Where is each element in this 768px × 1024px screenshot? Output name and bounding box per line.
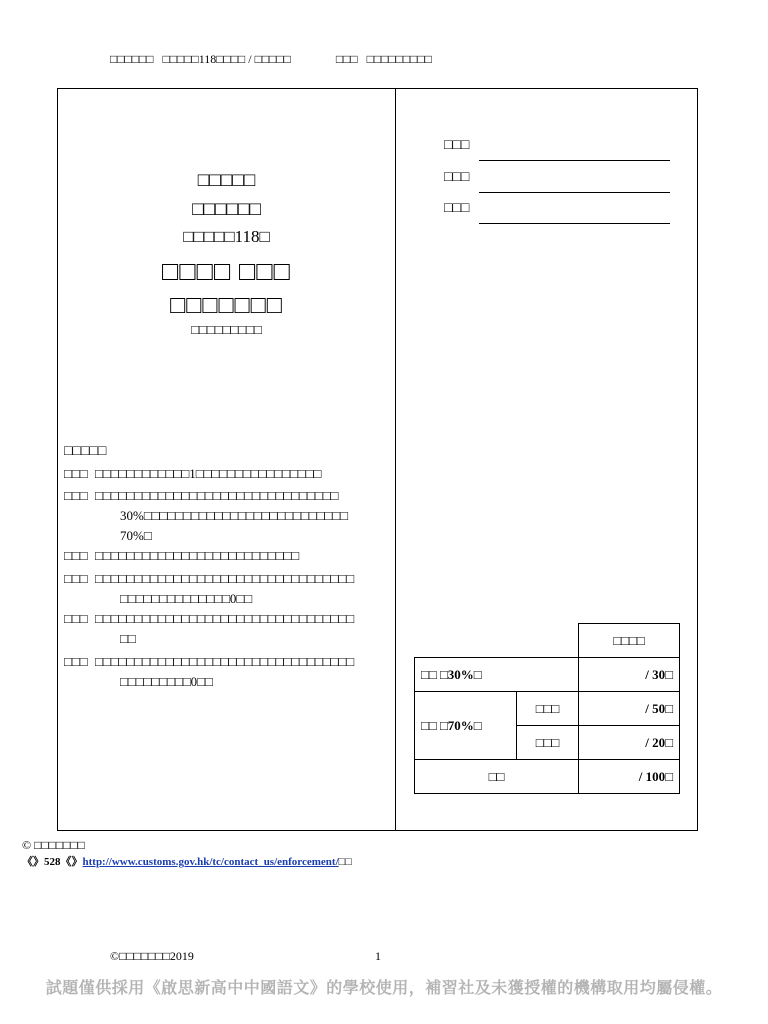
note-item-1 <box>64 464 392 484</box>
note-continuation: □□ <box>120 631 136 646</box>
law-suffix: □□ <box>338 856 352 868</box>
note-number: □□□ <box>64 488 88 503</box>
score-total-label: □□ <box>415 760 579 794</box>
note-continuation: □□□□□□□□□0□□ <box>120 674 213 689</box>
column-divider <box>395 88 396 831</box>
score-total-value: / 100□ <box>579 760 680 794</box>
enforcement-notice <box>22 853 352 869</box>
subject-title: □□□□ □□□ <box>162 256 291 286</box>
note-item-5-cont <box>64 629 392 649</box>
score-sub-b-label: □□□ <box>517 726 579 760</box>
note-text: □□□□□□□□□□□□1□□□□□□□□□□□□□□□□ <box>95 466 322 481</box>
field-label-2: □□□ <box>444 170 470 185</box>
note-number: □□□ <box>64 571 88 586</box>
note-number: □□□ <box>64 611 88 626</box>
note-item-6-cont <box>64 672 392 692</box>
note-number: □□□ <box>64 654 88 669</box>
note-text: □□□□□□□□□□□□□□□□□□□□□□□□□□□□□□□□□ <box>95 611 355 626</box>
note-item-3 <box>64 546 392 566</box>
score-row-writing-label: □□ □70%□ <box>415 692 517 760</box>
field-input-line-2[interactable] <box>479 192 670 193</box>
note-item-2-cont-2 <box>64 526 392 546</box>
score-row-reading-value: / 30□ <box>579 658 680 692</box>
note-continuation: □□□□□□□□□□□□□□0□□ <box>120 591 253 606</box>
notes-title: □□□□□ <box>64 444 107 459</box>
school-name: □□□□□ <box>197 170 256 191</box>
page-number: 1 <box>375 949 381 963</box>
note-continuation: 30%□□□□□□□□□□□□□□□□□□□□□□□□□□ <box>120 508 348 523</box>
customs-link[interactable]: http://www.customs.gov.hk/tc/contact_us/enforcement/ <box>82 856 339 868</box>
paper-subtitle: □□□□□□□□□ <box>191 322 262 337</box>
note-item-2 <box>64 486 392 506</box>
note-item-2-cont-1 <box>64 506 392 526</box>
footer-copyright: ©□□□□□□□2019 <box>110 949 194 963</box>
score-sub-a-value: / 50□ <box>579 692 680 726</box>
note-text: □□□□□□□□□□□□□□□□□□□□□□□□□□ <box>95 548 300 563</box>
note-item-4-cont <box>64 589 392 609</box>
note-number: □□□ <box>64 466 88 481</box>
paper-title: □□□□□□□ <box>170 292 283 319</box>
page-header: □□□□□□ □□□□□118□□□□ / □□□□□ □□□ □□□□□□□□□ <box>110 52 432 66</box>
note-item-4 <box>64 569 392 589</box>
score-table-blank <box>415 624 579 658</box>
note-item-5 <box>64 609 392 629</box>
score-header: □□□□ <box>579 624 680 658</box>
field-label-3: □□□ <box>444 201 470 216</box>
exam-year: □□□□□118□ <box>183 227 270 246</box>
note-number: □□□ <box>64 548 88 563</box>
score-row-reading-label: □□ □30%□ <box>415 658 579 692</box>
note-text: □□□□□□□□□□□□□□□□□□□□□□□□□□□□□□□ <box>95 488 339 503</box>
field-input-line-3[interactable] <box>479 223 670 224</box>
field-label-1: □□□ <box>444 138 470 153</box>
note-text: □□□□□□□□□□□□□□□□□□□□□□□□□□□□□□□□□ <box>95 571 355 586</box>
field-input-line-1[interactable] <box>479 160 670 161</box>
note-item-6 <box>64 652 392 672</box>
note-continuation: 70%□ <box>120 528 152 543</box>
watermark-text: 試題僅供採用《啟思新高中中國語文》的學校使用，補習社及未獲授權的機構取用均屬侵權。 <box>45 980 723 997</box>
score-table <box>414 623 680 794</box>
note-text: □□□□□□□□□□□□□□□□□□□□□□□□□□□□□□□□□ <box>95 654 355 669</box>
score-sub-a-label: □□□ <box>517 692 579 726</box>
copyright-notice: © □□□□□□□ <box>22 838 85 852</box>
law-prefix: 《》528《》 <box>22 856 83 868</box>
exam-name: □□□□□□ <box>192 199 261 220</box>
score-sub-b-value: / 20□ <box>579 726 680 760</box>
